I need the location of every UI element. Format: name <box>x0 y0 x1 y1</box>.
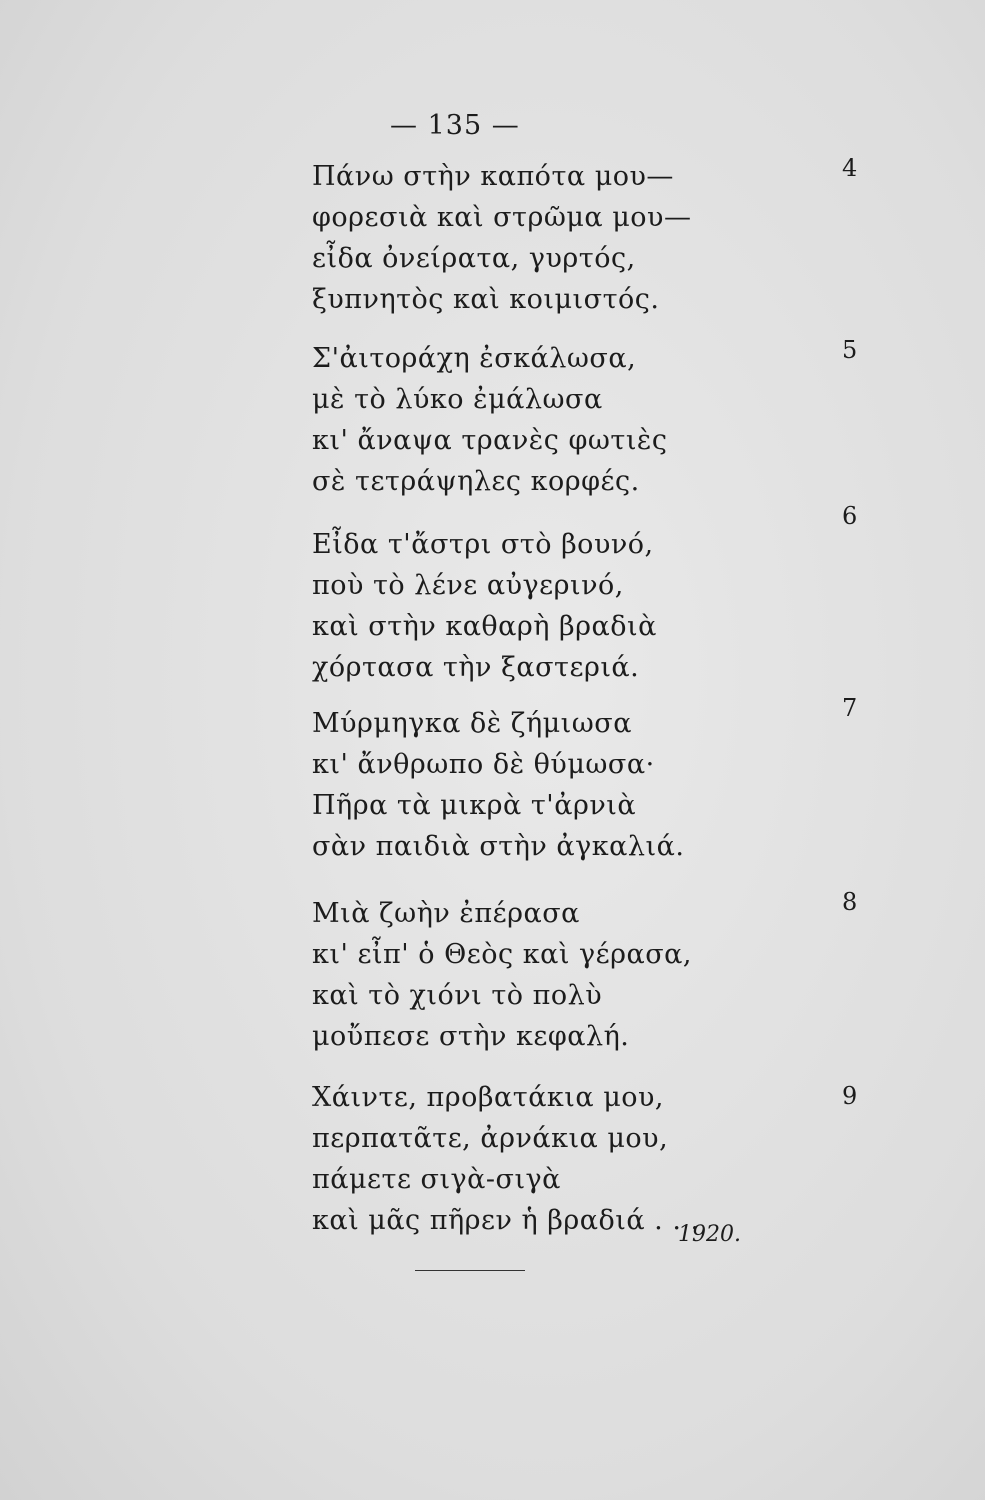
poem-line: χόρτασα τὴν ξαστεριά. <box>312 652 640 683</box>
poem-line: φορεσιὰ καὶ στρῶμα μου— <box>312 202 692 233</box>
stanza <box>312 338 742 502</box>
poem-line: μὲ τὸ λύκο ἐμάλωσα <box>312 384 603 415</box>
poem-line: κι' ἄναψα τρανὲς φωτιὲς <box>312 425 668 456</box>
poem-line: σὰν παιδιὰ στὴν ἀγκαλιά. <box>312 831 685 862</box>
poem-line: Πάνω στὴν καπότα μου— <box>312 161 674 192</box>
poem-line: Εἶδα τ'ἄστρι στὸ βουνό, <box>312 529 654 560</box>
poem-line: Σ'ἀιτοράχη ἐσκάλωσα, <box>312 343 637 374</box>
stanza <box>312 703 742 867</box>
poem-line: Χάιντε, προβατάκια μου, <box>312 1082 665 1113</box>
poem-line: καὶ τὸ χιόνι τὸ πολὺ <box>312 980 603 1011</box>
poem-line: πάμετε σιγὰ-σιγὰ <box>312 1164 561 1195</box>
poem-line: ποὺ τὸ λένε αὐγερινό, <box>312 570 624 601</box>
stanza-number: 7 <box>842 694 858 722</box>
end-rule <box>415 1270 525 1271</box>
poem-line: περπατᾶτε, ἀρνάκια μου, <box>312 1123 669 1154</box>
stanza-number: 6 <box>842 502 858 530</box>
poem-line: ξυπνητὸς καὶ κοιμιστός. <box>312 284 660 315</box>
stanza-number: 4 <box>842 154 858 182</box>
poem-line: σὲ τετράψηλες κορφές. <box>312 466 640 497</box>
poem-line: κι' εἶπ' ὁ Θεὸς καὶ γέρασα, <box>312 939 692 970</box>
poem-line: εἶδα ὀνείρατα, γυρτός, <box>312 243 636 274</box>
stanza-number: 8 <box>842 888 858 916</box>
poem-line: κι' ἄνθρωπο δὲ θύμωσα· <box>312 749 655 780</box>
stanza <box>312 524 742 688</box>
page-number: — 135 — <box>390 110 520 141</box>
stanza-number: 5 <box>842 336 858 364</box>
stanza <box>312 156 742 320</box>
poem-line: Πῆρα τὰ μικρὰ τ'ἀρνιὰ <box>312 790 637 821</box>
poem-line: μοὔπεσε στὴν κεφαλή. <box>312 1021 630 1052</box>
stanza-number: 9 <box>842 1082 858 1110</box>
date: 1920. <box>678 1222 741 1247</box>
poem-line: Μύρμηγκα δὲ ζήμιωσα <box>312 708 632 739</box>
stanza <box>312 1077 742 1241</box>
poem-line: Μιὰ ζωὴν ἐπέρασα <box>312 898 580 929</box>
poem-line: καὶ στὴν καθαρὴ βραδιὰ <box>312 611 657 642</box>
poem-line: καὶ μᾶς πῆρεν ἡ βραδιά . . . <box>312 1205 700 1236</box>
stanza <box>312 893 742 1057</box>
